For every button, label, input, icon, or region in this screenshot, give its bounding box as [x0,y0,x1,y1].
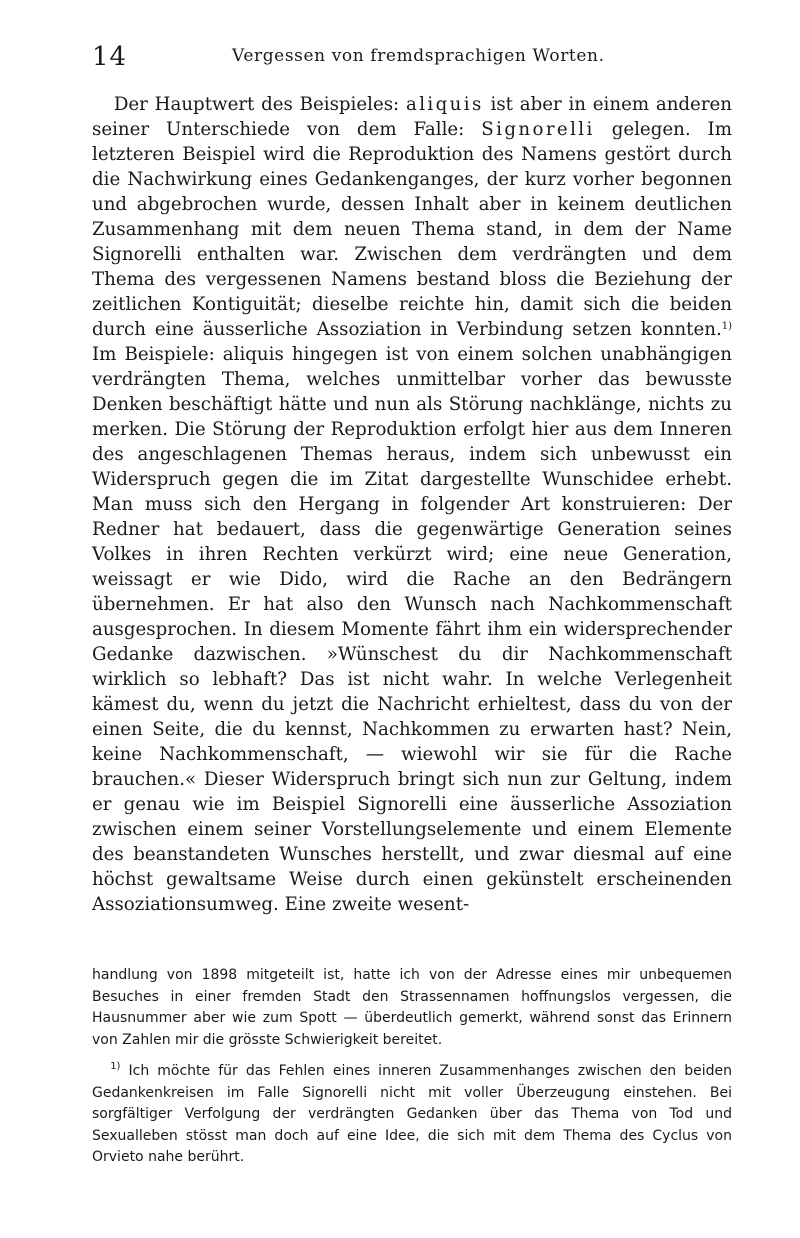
book-page [92,36,732,935]
term-signorelli: Signorelli [481,119,595,140]
body-text-part-4: Im Beispiele: aliquis hingegen ist von einem solchen unabhängigen verdrängten Thema, welches unmittelbar vorher das bewusste Denken beschäftigt hätte und nun als Störung nachklänge, nichts zu merken. Die Störung der Reproduktion erfolgt hier aus dem Inneren des angeschlagenen Themas heraus, indem sich unbewusst ein Widerspruch gegen die im Zitat dargestellte Wunschidee erhebt. Man muss sich den Hergang in folgender Art konstruieren: Der Redner hat bedauert, dass die gegenwärtige Generation seines Volkes in ihren Rechten verkürzt wird; eine neue Generation, weissagt er wie Dido, wird die Rache an den Bedrängern übernehmen. Er hat also den Wunsch nach Nachkommenschaft ausgesprochen. In diesem Momente fährt ihm ein widersprechender Gedanke dazwischen. »Wünschest du dir Nachkommenschaft wirklich so lebhaft? Das ist nicht wahr. In welche Verlegenheit kämest du, wenn du jetzt die Nachricht erhieltest, dass du von der einen Seite, die du kennst, Nachkommen zu erwarten hast? Nein, keine Nachkommenschaft, — wiewohl wir sie für die Rache brauchen.« Dieser Widerspruch bringt sich nun zur Geltung, indem er genau wie im Beispiel Signorelli eine äusserliche Assoziation zwischen einem seiner Vorstellungselemente und einem Elemente des beanstandeten Wunsches herstellt, und zwar diesmal auf eine höchst gewaltsame Weise durch einen gekünstelt erscheinenden Assoziationsumweg. Eine zweite wesent- [92,344,732,915]
footnote-1-marker: 1) [110,1061,121,1072]
footnote-continuation: handlung von 1898 mitgeteilt ist, hatte ich von der Adresse eines mir unbequemen Besuches in einer fremden Stadt den Strassennamen hoffnungslos vergessen, die Hausnummer aber wie zum Spott — überdeutlich gemerkt, während sonst das Erinnern von Zahlen mir die grösste Schwierigkeit bereitet. [92,967,732,1048]
body-text-part-2: ist aber in einem anderen seiner Unterschiede von dem Falle: [92,94,732,140]
page-header [92,36,732,70]
main-paragraph [92,92,732,917]
body-text-part-3: gelegen. Im letzteren Beispiel wird die Reproduktion des Namens gestört durch die Nachwirkung eines Gedankenganges, der kurz vorher begonnen und abgebrochen wurde, dessen Inhalt aber in keinem deutlichen Zusammenhang mit dem neuen Thema stand, in dem der Name Signorelli enthalten war. Zwischen dem verdrängten und dem Thema des vergessenen Namens bestand bloss die Beziehung der zeitlichen Kontiguität; dieselbe reichte hin, damit sich die beiden durch eine äusserliche Assoziation in Verbindung setzen konnten. [92,119,732,340]
footnote-reference: 1) [721,321,732,332]
term-aliquis: aliquis [405,94,484,115]
footnotes [92,965,732,1179]
footnote-1-text: Ich möchte für das Fehlen eines inneren Zusammenhanges zwischen den beiden Gedankenkreisen im Falle Signorelli nicht mit voller Überzeugung einstehen. Bei sorgfältiger Verfolgung der verdrängten Gedanken über das Thema von Tod und Sexualleben stösst man doch auf eine Idee, die sich mit dem Thema des Cyclus von Orvieto nahe berührt. [92,1063,732,1165]
page-number: 14 [92,42,128,72]
footnote-1 [92,1061,732,1169]
body-text-part-1: Der Hauptwert des Beispieles: [113,94,406,115]
running-title: Vergessen von fremdsprachigen Worten. [232,46,605,66]
